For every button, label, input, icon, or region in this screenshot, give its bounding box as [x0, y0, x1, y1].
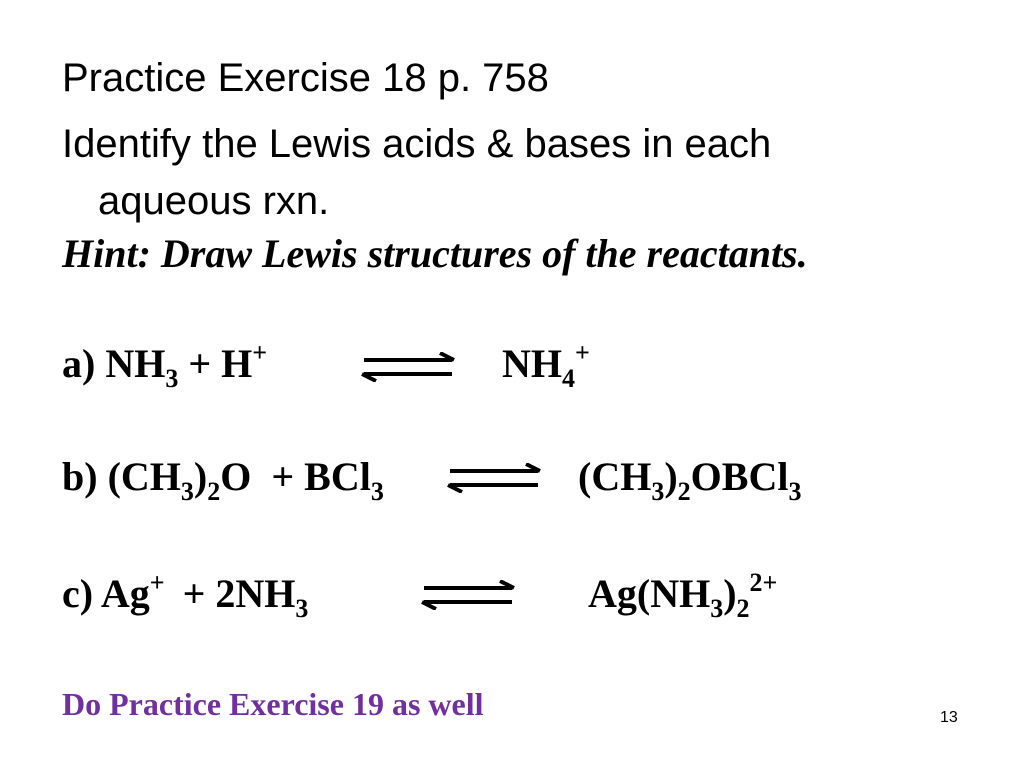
reaction-c-label: c)	[62, 571, 94, 616]
reaction-a-plus: +	[188, 341, 212, 386]
slide-title: Practice Exercise 18 p. 758	[62, 56, 549, 100]
instruction-line-2: aqueous rxn.	[98, 179, 330, 223]
reaction-c-reactant-2: $2NH_3$	[215, 571, 309, 623]
equilibrium-arrow-icon	[442, 463, 546, 493]
page-number: 13	[940, 709, 958, 726]
reaction-c-plus: +	[182, 571, 206, 616]
reaction-a-reactant-1: $NH_3$	[105, 341, 179, 393]
reaction-c-reactant-1: Ag+	[100, 568, 165, 616]
reaction-c-product: $Ag(NH_3)_2^{2+}$	[588, 568, 778, 623]
reaction-b-label: b)	[62, 454, 98, 499]
equilibrium-arrow-icon	[356, 352, 460, 382]
reaction-a-label: a)	[62, 341, 96, 386]
footer-note: Do Practice Exercise 19 as well	[62, 686, 484, 722]
reaction-b-reactant-1: $(CH_3)_2O$	[107, 454, 252, 506]
reaction-a-product: $NH_4^+$	[502, 338, 590, 393]
reaction-b-reactant-2: BCl$_3$	[304, 454, 384, 506]
equilibrium-arrow-icon	[416, 580, 520, 610]
reaction-a-reactants	[62, 338, 268, 393]
reaction-b-product: $(CH_3)_2OBCl_3$	[578, 454, 802, 506]
reaction-b-reactants	[62, 454, 384, 506]
reaction-c-reactants	[62, 568, 309, 623]
instruction-line-1: Identify the Lewis acids & bases in each	[62, 122, 772, 166]
reaction-b-plus: +	[271, 454, 295, 499]
reaction-a-reactant-2: H+	[221, 338, 268, 386]
hint-text: Hint: Draw Lewis structures of the reactants.	[62, 231, 808, 276]
